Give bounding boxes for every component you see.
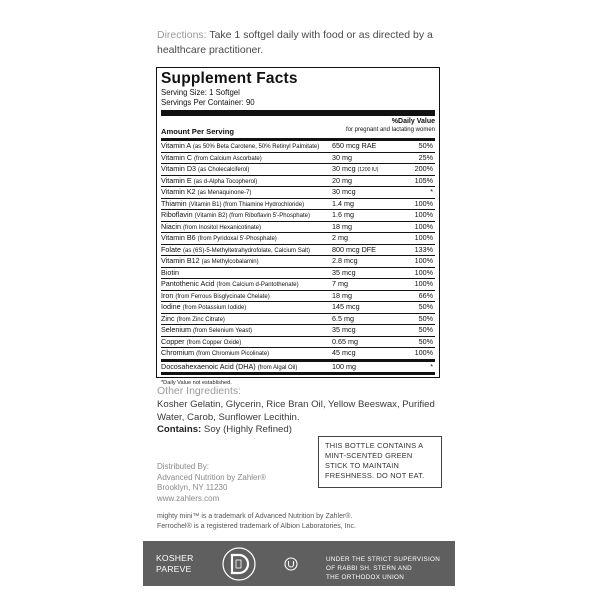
nutrient-pct: 133% xyxy=(414,244,433,254)
nutrient-unit: mg xyxy=(346,361,356,371)
nutrient-row xyxy=(161,176,435,188)
nutrient-name: Pantothenic Acid xyxy=(161,279,215,288)
nutrient-unit: mcg DFE xyxy=(346,244,376,254)
trademark-line: mighty mini™ is a trademark of Advanced Nutrition by Zahler®. xyxy=(157,513,353,520)
nutrient-row xyxy=(161,337,435,349)
nutrient-unit: mg xyxy=(344,198,354,208)
nutrient-unit: mg xyxy=(338,233,348,242)
nutrient-row xyxy=(161,153,435,165)
nutrient-amount: 45 xyxy=(332,348,340,357)
nutrient-name: Thiamin xyxy=(161,198,187,208)
footnote: *Daily Value not established. xyxy=(161,380,232,386)
nutrient-pct: 100% xyxy=(414,210,433,219)
nutrient-source: (from Copper Oxide) xyxy=(186,339,242,346)
nutrient-pct: 105% xyxy=(414,175,433,185)
distributor-line: Advanced Nutrition by Zahler® xyxy=(157,472,267,482)
ou-kosher-icon xyxy=(284,557,298,571)
nutrient-amount: 145 xyxy=(332,302,344,311)
nutrient-amount: 20 xyxy=(332,175,340,185)
serving-size: Serving Size: 1 Softgel xyxy=(161,88,240,97)
nutrient-source: (Vitamin B2) (from Riboflavin 5'-Phosphate) xyxy=(194,213,310,219)
nutrient-row xyxy=(161,268,435,280)
supervision-line: THE ORTHODOX UNION xyxy=(326,574,405,581)
contains-text: Soy (Highly Refined) xyxy=(201,424,292,435)
nutrient-source: (from Chromium Picolinate) xyxy=(196,351,270,357)
nutrient-amount: 35 xyxy=(332,325,340,334)
nutrient-source: (from Potassium Iodide) xyxy=(182,305,247,311)
nutrient-source: (Vitamin B1) (from Thiamine Hydrochloride) xyxy=(188,201,305,208)
nutrient-amount: 1.6 xyxy=(332,210,342,219)
nutrient-pct: 50% xyxy=(418,325,433,334)
directions-text: Take 1 softgel daily with food or as directed by a healthcare practitioner. xyxy=(157,29,433,56)
daily-value-header xyxy=(346,118,435,134)
nutrient-unit: mg xyxy=(348,336,358,346)
nutrient-row xyxy=(161,199,435,211)
nutrient-unit: mg xyxy=(338,279,348,288)
nutrient-source: (from Ferrous Bisglycinate Chelate) xyxy=(175,293,270,300)
nutrient-source: (from Inositol Hexanicotinate) xyxy=(182,224,262,231)
nutrient-unit: mg xyxy=(344,210,354,219)
nutrient-source: (as Cholecalciferol) xyxy=(198,167,250,173)
nutrient-pct: 50% xyxy=(418,141,433,150)
nutrient-name: Copper xyxy=(161,336,185,346)
supervision-line: UNDER THE STRICT SUPERVISION xyxy=(326,556,441,563)
nutrient-source: (from Pyridoxal 5'-Phosphate) xyxy=(197,236,277,242)
nutrient-unit: mcg RAE xyxy=(346,141,377,150)
contains-label: Contains: xyxy=(157,424,202,435)
nutrient-source: (from Zinc Citrate) xyxy=(176,316,225,323)
nutrient-pct: 100% xyxy=(414,233,433,242)
nutrient-amount: 35 xyxy=(332,267,340,277)
nutrient-name: Docosahexaenoic Acid (DHA) xyxy=(161,361,256,371)
nutrient-unit: mcg xyxy=(342,267,356,277)
servings-per-container: Servings Per Container: 90 xyxy=(161,98,255,107)
nutrient-row xyxy=(161,245,435,257)
nutrient-name: Vitamin A xyxy=(161,141,191,150)
nutrient-name: Iodine xyxy=(161,302,181,311)
nutrient-source: (as (6S)-5-Methyltetrahydrofolate, Calcium Salt) xyxy=(182,247,311,254)
nutrient-amount: 0.65 xyxy=(332,336,346,346)
nutrient-source: (from Algal Oil) xyxy=(257,364,298,371)
nutrient-pct: 66% xyxy=(418,290,433,300)
distributor-info xyxy=(157,462,266,504)
nutrient-pct: 50% xyxy=(418,302,433,311)
nutrient-row xyxy=(161,279,435,291)
nutrient-row xyxy=(161,325,435,337)
nutrient-source: (from Calcium Ascorbate) xyxy=(194,155,262,162)
nutrient-unit: mcg xyxy=(344,256,358,265)
nutrient-unit: mg xyxy=(344,313,354,323)
bottle-warning-box: THIS BOTTLE CONTAINS A MINT-SCENTED GREEN STICK TO MAINTAIN FRESHNESS. DO NOT EAT. xyxy=(318,436,442,488)
nutrient-name: Vitamin E xyxy=(161,175,192,185)
nutrient-name: Vitamin B12 xyxy=(161,256,200,265)
nutrient-source: (from Selenium Yeast) xyxy=(192,328,252,334)
nutrient-amount: 30 xyxy=(332,152,340,162)
supervision-line: OF RABBI SH. STERN AND xyxy=(326,565,413,572)
nutrient-row xyxy=(161,164,435,176)
nutrient-pct: 100% xyxy=(414,198,433,208)
nutrient-row xyxy=(161,141,435,153)
distributor-website: www.zahlers.com xyxy=(157,493,220,503)
trademark-line: Ferrochel® is a registered trademark of Albion Laboratories, Inc. xyxy=(157,522,356,530)
nutrient-amount: 18 xyxy=(332,290,340,300)
nutrient-source: (as 50% Beta Carotene, 50% Retinyl Palmitate) xyxy=(192,144,320,150)
nutrient-amount: 2 xyxy=(332,233,336,242)
nutrient-source: (as d-Alpha Tocopherol) xyxy=(193,178,258,185)
nutrient-row xyxy=(161,222,435,234)
nutrient-row xyxy=(161,256,435,268)
distributor-line: Brooklyn, NY 11230 xyxy=(157,483,228,492)
nutrient-source: (from Calcium d-Pantothenate) xyxy=(216,282,299,288)
nutrient-source: (as Methylcobalamin) xyxy=(201,259,259,265)
directions xyxy=(157,28,447,58)
nutrient-amount: 650 xyxy=(332,141,344,150)
dha-row xyxy=(161,362,435,373)
nutrient-unit: mcg xyxy=(342,187,356,196)
nutrient-pct: 25% xyxy=(418,152,433,162)
nutrient-name: Vitamin D3 xyxy=(161,164,197,173)
contains-statement xyxy=(157,424,292,435)
kosher-line: PAREVE xyxy=(156,563,192,574)
nutrient-name: Folate xyxy=(161,244,181,254)
nutrient-pct: 100% xyxy=(414,256,433,265)
nutrient-amount: 7 xyxy=(332,279,336,288)
supervision-statement xyxy=(326,555,440,582)
trademark-notice xyxy=(157,512,356,531)
nutrient-name: Zinc xyxy=(161,313,175,323)
nutrient-row xyxy=(161,314,435,326)
kosher-label xyxy=(156,553,194,574)
nutrient-pct: 100% xyxy=(414,221,433,231)
nutrient-row xyxy=(161,210,435,222)
other-ingredients-title: Other Ingredients: xyxy=(157,385,242,397)
other-ingredients-text: Kosher Gelatin, Glycerin, Rice Bran Oil, Yellow Beeswax, Purified Water, Carob, Sunflower Lecithin. xyxy=(157,399,435,423)
supplement-facts-title: Supplement Facts xyxy=(161,70,298,87)
distributor-line: Distributed By: xyxy=(157,462,210,471)
nutrient-unit: mg xyxy=(342,152,352,162)
kosher-line: KOSHER xyxy=(156,553,194,563)
kosher-d-seal-icon xyxy=(222,547,256,581)
nutrient-amount: 1.4 xyxy=(332,198,342,208)
nutrient-unit: mcg xyxy=(342,164,356,173)
nutrient-name: Selenium xyxy=(161,325,191,334)
nutrient-row xyxy=(161,233,435,245)
nutrient-unit: mg xyxy=(342,290,352,300)
directions-label: Directions: xyxy=(157,29,207,41)
nutrient-name: Chromium xyxy=(161,348,195,357)
nutrient-list xyxy=(161,141,435,359)
nutrient-name: Iron xyxy=(161,290,174,300)
nutrient-amount: 2.8 xyxy=(332,256,342,265)
nutrient-row xyxy=(161,348,435,359)
nutrient-amount: 100 xyxy=(332,361,344,371)
nutrient-pct: * xyxy=(430,187,433,196)
nutrient-amount: 800 xyxy=(332,244,344,254)
table-header xyxy=(161,116,435,138)
nutrient-amount: 30 xyxy=(332,187,340,196)
nutrient-pct: * xyxy=(430,361,433,371)
daily-value-sublabel: for pregnant and lactating women xyxy=(345,127,435,133)
nutrient-source: (as Menaquinone-7) xyxy=(197,190,252,196)
nutrient-note: (1200 IU) xyxy=(357,167,379,173)
nutrient-name: Vitamin K2 xyxy=(161,187,196,196)
nutrient-name: Biotin xyxy=(161,267,179,277)
daily-value-label: %Daily Value xyxy=(391,118,435,125)
nutrient-row xyxy=(161,302,435,314)
nutrient-pct: 100% xyxy=(414,348,433,357)
nutrient-pct: 50% xyxy=(418,336,433,346)
nutrient-pct: 100% xyxy=(414,279,433,288)
nutrient-amount: 18 xyxy=(332,221,340,231)
nutrient-name: Vitamin B6 xyxy=(161,233,196,242)
amount-per-serving-header: Amount Per Serving xyxy=(161,127,234,136)
nutrient-unit: mg xyxy=(342,175,352,185)
nutrient-row xyxy=(161,291,435,303)
nutrient-name: Vitamin C xyxy=(161,152,193,162)
nutrient-pct: 50% xyxy=(418,313,433,323)
supplement-facts-panel xyxy=(156,67,440,386)
nutrient-unit: mg xyxy=(342,221,352,231)
nutrient-row xyxy=(161,187,435,199)
nutrient-pct: 100% xyxy=(414,267,433,277)
nutrient-unit: mcg xyxy=(346,302,360,311)
nutrient-name: Riboflavin xyxy=(161,210,193,219)
nutrient-unit: mcg xyxy=(342,348,356,357)
nutrient-unit: mcg xyxy=(342,325,356,334)
nutrient-amount: 30 xyxy=(332,164,340,173)
nutrient-amount: 6.5 xyxy=(332,313,342,323)
nutrient-pct: 200% xyxy=(414,164,433,173)
nutrient-name: Niacin xyxy=(161,221,181,231)
